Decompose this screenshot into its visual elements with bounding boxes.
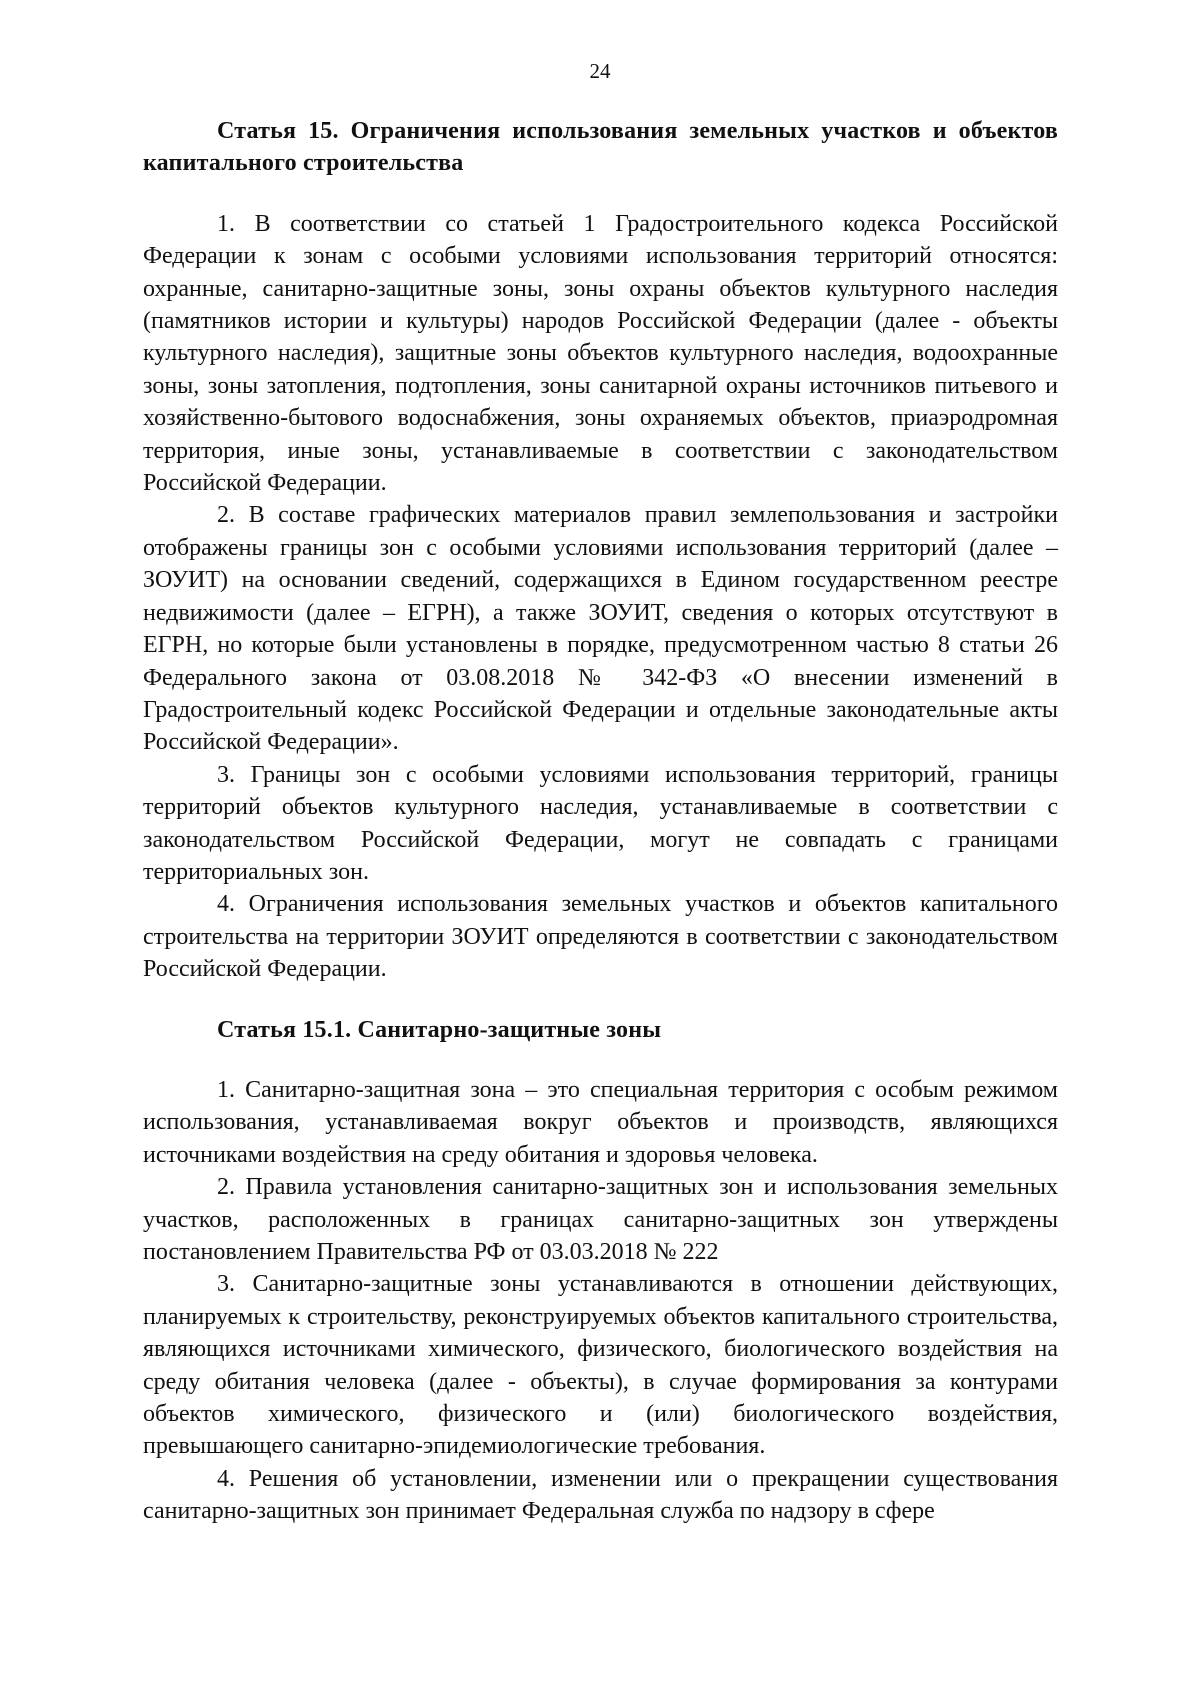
article-15-1-paragraph-3: 3. Санитарно-защитные зоны устанавливаются в отношении действующих, планируемых к строительству, реконструируемых объектов капитального строительства, являющихся источниками химического, физического, биологического воздействия на среду обитания человека (далее - объекты), в случае формирования за контурами объектов химического, физического и (или) биологического воздействия, превышающего санитарно-эпидемиологические требования. (143, 1271, 1058, 1460)
article-15-paragraph-2: 2. В составе графических материалов правил землепользования и застройки отображены границы зон с особыми условиями использования территорий (далее – ЗОУИТ) на основании сведений, содержащихся в Едином государственном реестре недвижимости (далее – ЕГРН), а также ЗОУИТ, сведения о которых отсутствуют в ЕГРН, но которые были установлены в порядке, предусмотренном частью 8 статьи 26 Федерального закона от 03.08.2018 № 342-ФЗ «О внесении изменений в Градостроительный кодекс Российской Федерации и отдельные законодательные акты Российской Федерации». (143, 502, 1058, 756)
article-15-paragraph-4: 4. Ограничения использования земельных участков и объектов капитального строительства на территории ЗОУИТ определяются в соответствии с законодательством Российской Федерации. (143, 891, 1058, 983)
article-15-1-heading: Статья 15.1. Санитарно-защитные зоны (217, 1016, 662, 1043)
article-15-paragraph-3: 3. Границы зон с особыми условиями использования территорий, границы территорий объектов культурного наследия, устанавливаемые в соответствии с законодательством Российской Федерации, могут не совпадать с границами территориальных зон. (143, 761, 1058, 885)
article-15-1-paragraph-1: 1. Санитарно-защитная зона – это специальная территория с особым режимом использования, устанавливаемая вокруг объектов и производств, являющихся источниками воздействия на среду обитания и здоровья человека. (143, 1076, 1058, 1168)
article-15-1-paragraph-2: 2. Правила установления санитарно-защитных зон и использования земельных участков, расположенных в границах санитарно-защитных зон утверждены постановлением Правительства РФ от 03.03.2018 № 222 (143, 1174, 1058, 1265)
document-body (143, 115, 1058, 1528)
article-15-1-paragraph-4: 4. Решения об установлении, изменении или о прекращении существования санитарно-защитных зон принимает Федеральная служба по надзору в сфере (143, 1465, 1058, 1525)
article-15-paragraph-1: 1. В соответствии со статьей 1 Градостроительного кодекса Российской Федерации к зонам с особыми условиями использования территорий относятся: охранные, санитарно-защитные зоны, зоны охраны объектов культурного наследия (памятников истории и культуры) народов Российской Федерации (далее - объекты культурного наследия), защитные зоны объектов культурного наследия, водоохранные зоны, зоны затопления, подтопления, зоны санитарной охраны источников питьевого и хозяйственно-бытового водоснабжения, зоны охраняемых объектов, приаэродромная территория, иные зоны, устанавливаемые в соответствии с законодательством Российской Федерации. (143, 210, 1058, 497)
article-15-heading: Статья 15. Ограничения использования земельных участков и объектов капитального строительства (143, 118, 1058, 177)
page-number: 24 (589, 59, 611, 83)
